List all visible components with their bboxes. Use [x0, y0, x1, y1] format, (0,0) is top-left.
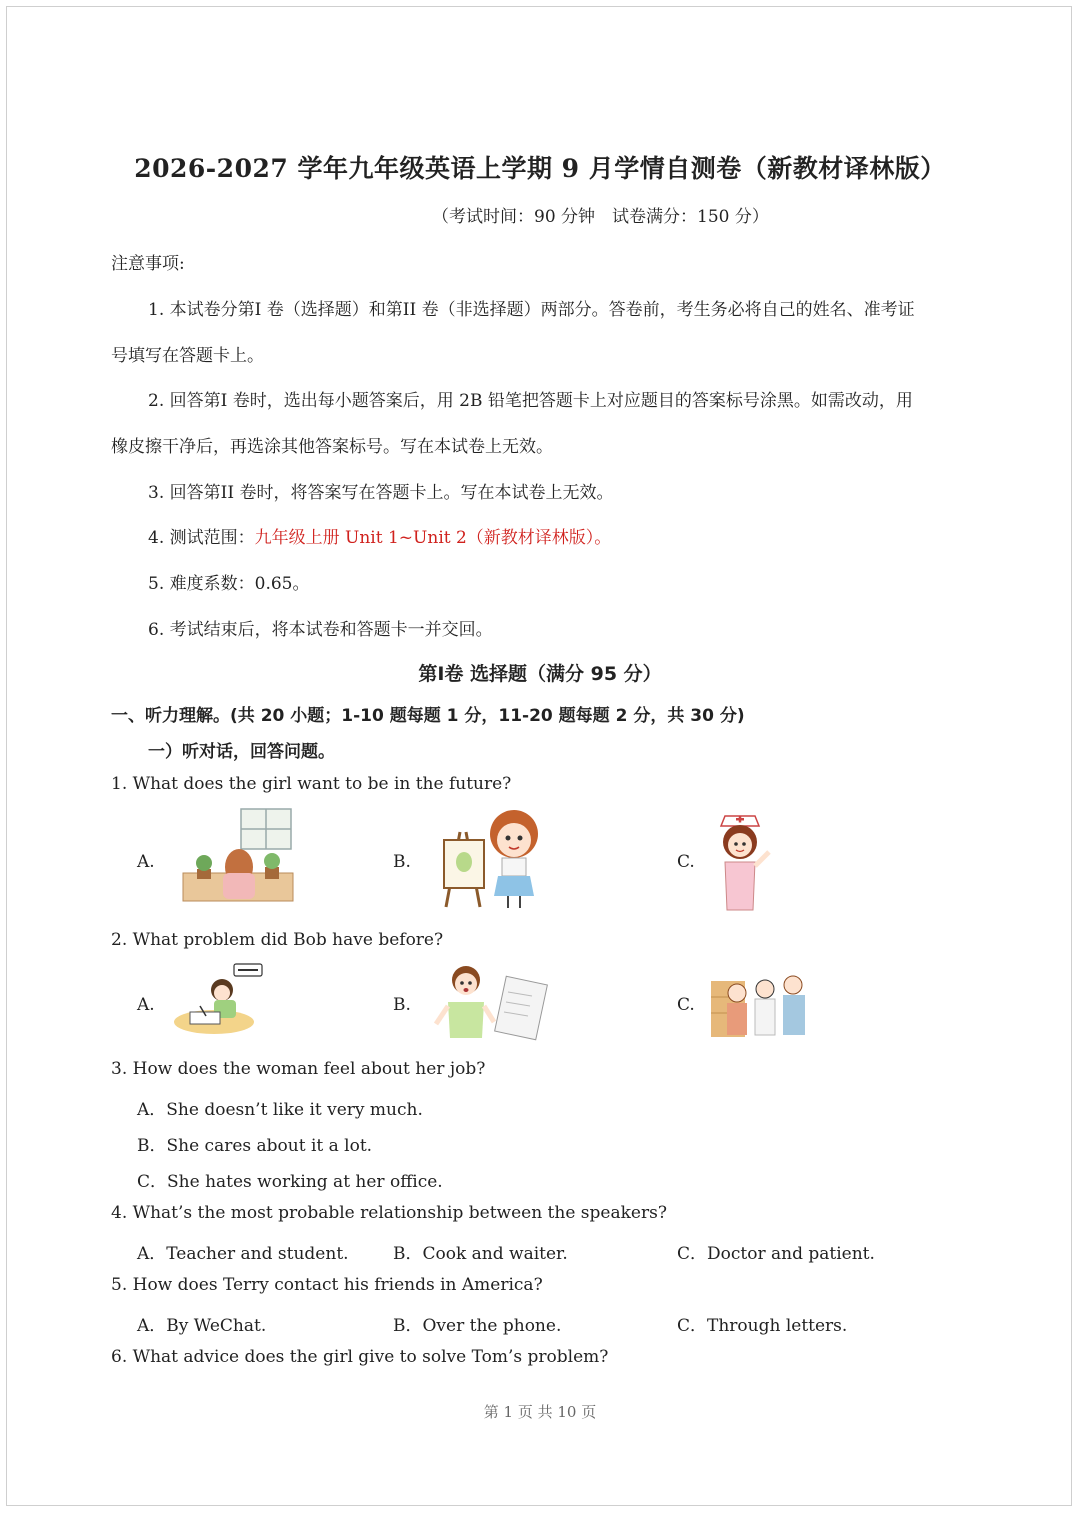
notice-4-prefix: 4. 测试范围：	[148, 528, 255, 548]
nurse-illustration	[705, 812, 775, 912]
q2-option-c-label: C.	[677, 995, 695, 1015]
late-study-boy-illustration	[172, 962, 267, 1037]
part-1-heading: 第I卷 选择题（满分 95 分）	[418, 663, 662, 685]
q5-option-b: B．Over the phone.	[393, 1316, 562, 1336]
notice-5: 5. 难度系数：0.65。	[148, 574, 310, 594]
q3-option-a: A．She doesn’t like it very much.	[137, 1100, 423, 1120]
confused-man-illustration	[432, 962, 552, 1042]
q5-option-c: C．Through letters.	[677, 1316, 848, 1336]
q4-option-c: C．Doctor and patient.	[677, 1244, 875, 1264]
notice-1b: 号填写在答题卡上。	[111, 346, 264, 366]
question-5: 5. How does Terry contact his friends in America?	[111, 1275, 543, 1295]
notice-2a: 2. 回答第I 卷时，选出每小题答案后，用 2B 铅笔把答题卡上对应题目的答案标号涂黑。如需改动，用	[148, 391, 913, 411]
q4-option-b: B．Cook and waiter.	[393, 1244, 568, 1264]
subsection-1-heading: 一）听对话，回答问题。	[148, 742, 335, 762]
exam-page	[6, 6, 1072, 1506]
notice-heading: 注意事项:	[111, 254, 185, 274]
notice-1a: 1. 本试卷分第I 卷（选择题）和第II 卷（非选择题）两部分。答卷前，考生务必将自己的姓名、准考证	[148, 300, 915, 320]
painter-girl-illustration	[432, 802, 552, 910]
q1-option-a-label: A.	[137, 852, 155, 872]
q3-option-b: B．She cares about it a lot.	[137, 1136, 373, 1156]
gardener-girl-illustration	[177, 807, 297, 902]
question-1: 1. What does the girl want to be in the future?	[111, 774, 512, 794]
section-1-heading: 一、听力理解。(共 20 小题；1-10 题每题 1 分，11-20 题每题 2 分，共 30 分)	[111, 706, 745, 726]
question-3: 3. How does the woman feel about her job?	[111, 1059, 486, 1079]
q5-option-a: A．By WeChat.	[137, 1316, 267, 1336]
notice-2b: 橡皮擦干净后，再选涂其他答案标号。写在本试卷上无效。	[111, 437, 553, 457]
notice-3: 3. 回答第II 卷时，将答案写在答题卡上。写在本试卷上无效。	[148, 483, 614, 503]
q3-option-c: C．She hates working at her office.	[137, 1172, 443, 1192]
page-number-footer: 第 1 页 共 10 页	[483, 1403, 597, 1421]
page-title: 2026-2027 学年九年级英语上学期 9 月学情自测卷（新教材译林版）	[134, 154, 946, 183]
test-scope: 九年级上册 Unit 1~Unit 2（新教材译林版）。	[254, 528, 612, 548]
question-2: 2. What problem did Bob have before?	[111, 930, 444, 950]
question-4: 4. What’s the most probable relationship between the speakers?	[111, 1203, 667, 1223]
q1-option-c-label: C.	[677, 852, 695, 872]
q1-option-b-label: B.	[393, 852, 411, 872]
question-6: 6. What advice does the girl give to solve Tom’s problem?	[111, 1347, 609, 1367]
notice-4	[148, 523, 611, 548]
q2-option-b-label: B.	[393, 995, 411, 1015]
q2-option-a-label: A.	[137, 995, 155, 1015]
exam-info: （考试时间：90 分钟 试卷满分：150 分）	[432, 207, 769, 227]
friends-group-illustration	[709, 967, 819, 1039]
notice-6: 6. 考试结束后，将本试卷和答题卡一并交回。	[148, 620, 493, 640]
q4-option-a: A．Teacher and student.	[137, 1244, 349, 1264]
